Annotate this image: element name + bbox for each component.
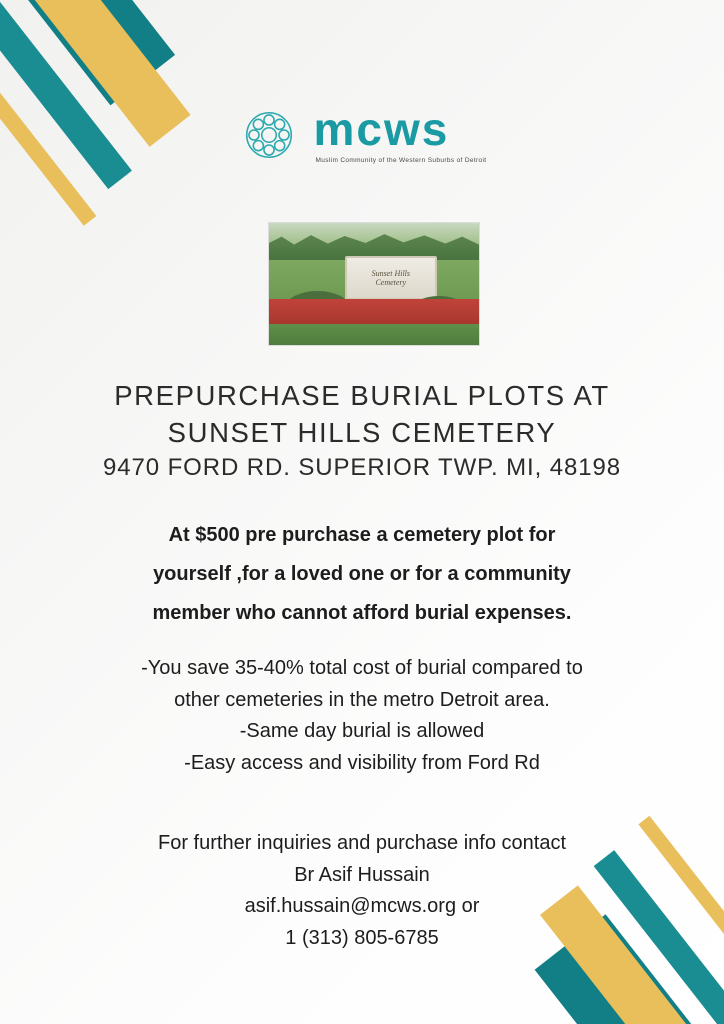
photo-cemetery-sign bbox=[345, 256, 437, 300]
logo-tagline: Muslim Community of the Western Suburbs of Detroit bbox=[315, 157, 487, 164]
offer-line-1: At $500 pre purchase a cemetery plot for bbox=[168, 524, 556, 546]
cemetery-photo bbox=[268, 222, 480, 346]
flower-rosette-icon bbox=[238, 104, 300, 166]
title-line-2: SUNSET HILLS CEMETERY bbox=[167, 416, 557, 448]
offer-line-2: yourself ,for a loved one or for a community bbox=[153, 563, 571, 585]
page-title bbox=[48, 378, 676, 482]
photo-sign-line2: Cemetery bbox=[375, 277, 407, 287]
benefits-paragraph bbox=[42, 653, 682, 779]
title-line-1: PREPURCHASE BURIAL PLOTS AT bbox=[114, 380, 610, 411]
photo-foreground-grass bbox=[269, 324, 479, 345]
contact-phone[interactable]: 1 (313) 805-6785 bbox=[285, 926, 439, 949]
address-line: 9470 FORD RD. SUPERIOR TWP. MI, 48198 bbox=[103, 453, 621, 481]
benefit-line-2: other cemeteries in the metro Detroit area. bbox=[174, 688, 550, 711]
contact-paragraph bbox=[48, 828, 676, 954]
photo-flowerbed bbox=[269, 299, 479, 326]
benefit-line-4: -Easy access and visibility from Ford Rd bbox=[184, 751, 540, 774]
logo bbox=[0, 104, 724, 166]
corner-ribbon-top-left-teal bbox=[0, 0, 175, 105]
photo-sign-line1: Sunset Hills bbox=[371, 268, 411, 278]
logo-wordmark: mcws bbox=[313, 103, 450, 155]
contact-email[interactable]: asif.hussain@mcws.org or bbox=[244, 895, 480, 918]
contact-name: Br Asif Hussain bbox=[294, 863, 430, 886]
offer-line-3: member who cannot afford burial expenses. bbox=[152, 602, 572, 624]
benefit-line-1: -You save 35-40% total cost of burial compared to bbox=[141, 657, 583, 679]
offer-paragraph bbox=[82, 516, 642, 633]
benefit-line-3: -Same day burial is allowed bbox=[239, 720, 485, 743]
contact-intro: For further inquiries and purchase info contact bbox=[158, 832, 566, 854]
